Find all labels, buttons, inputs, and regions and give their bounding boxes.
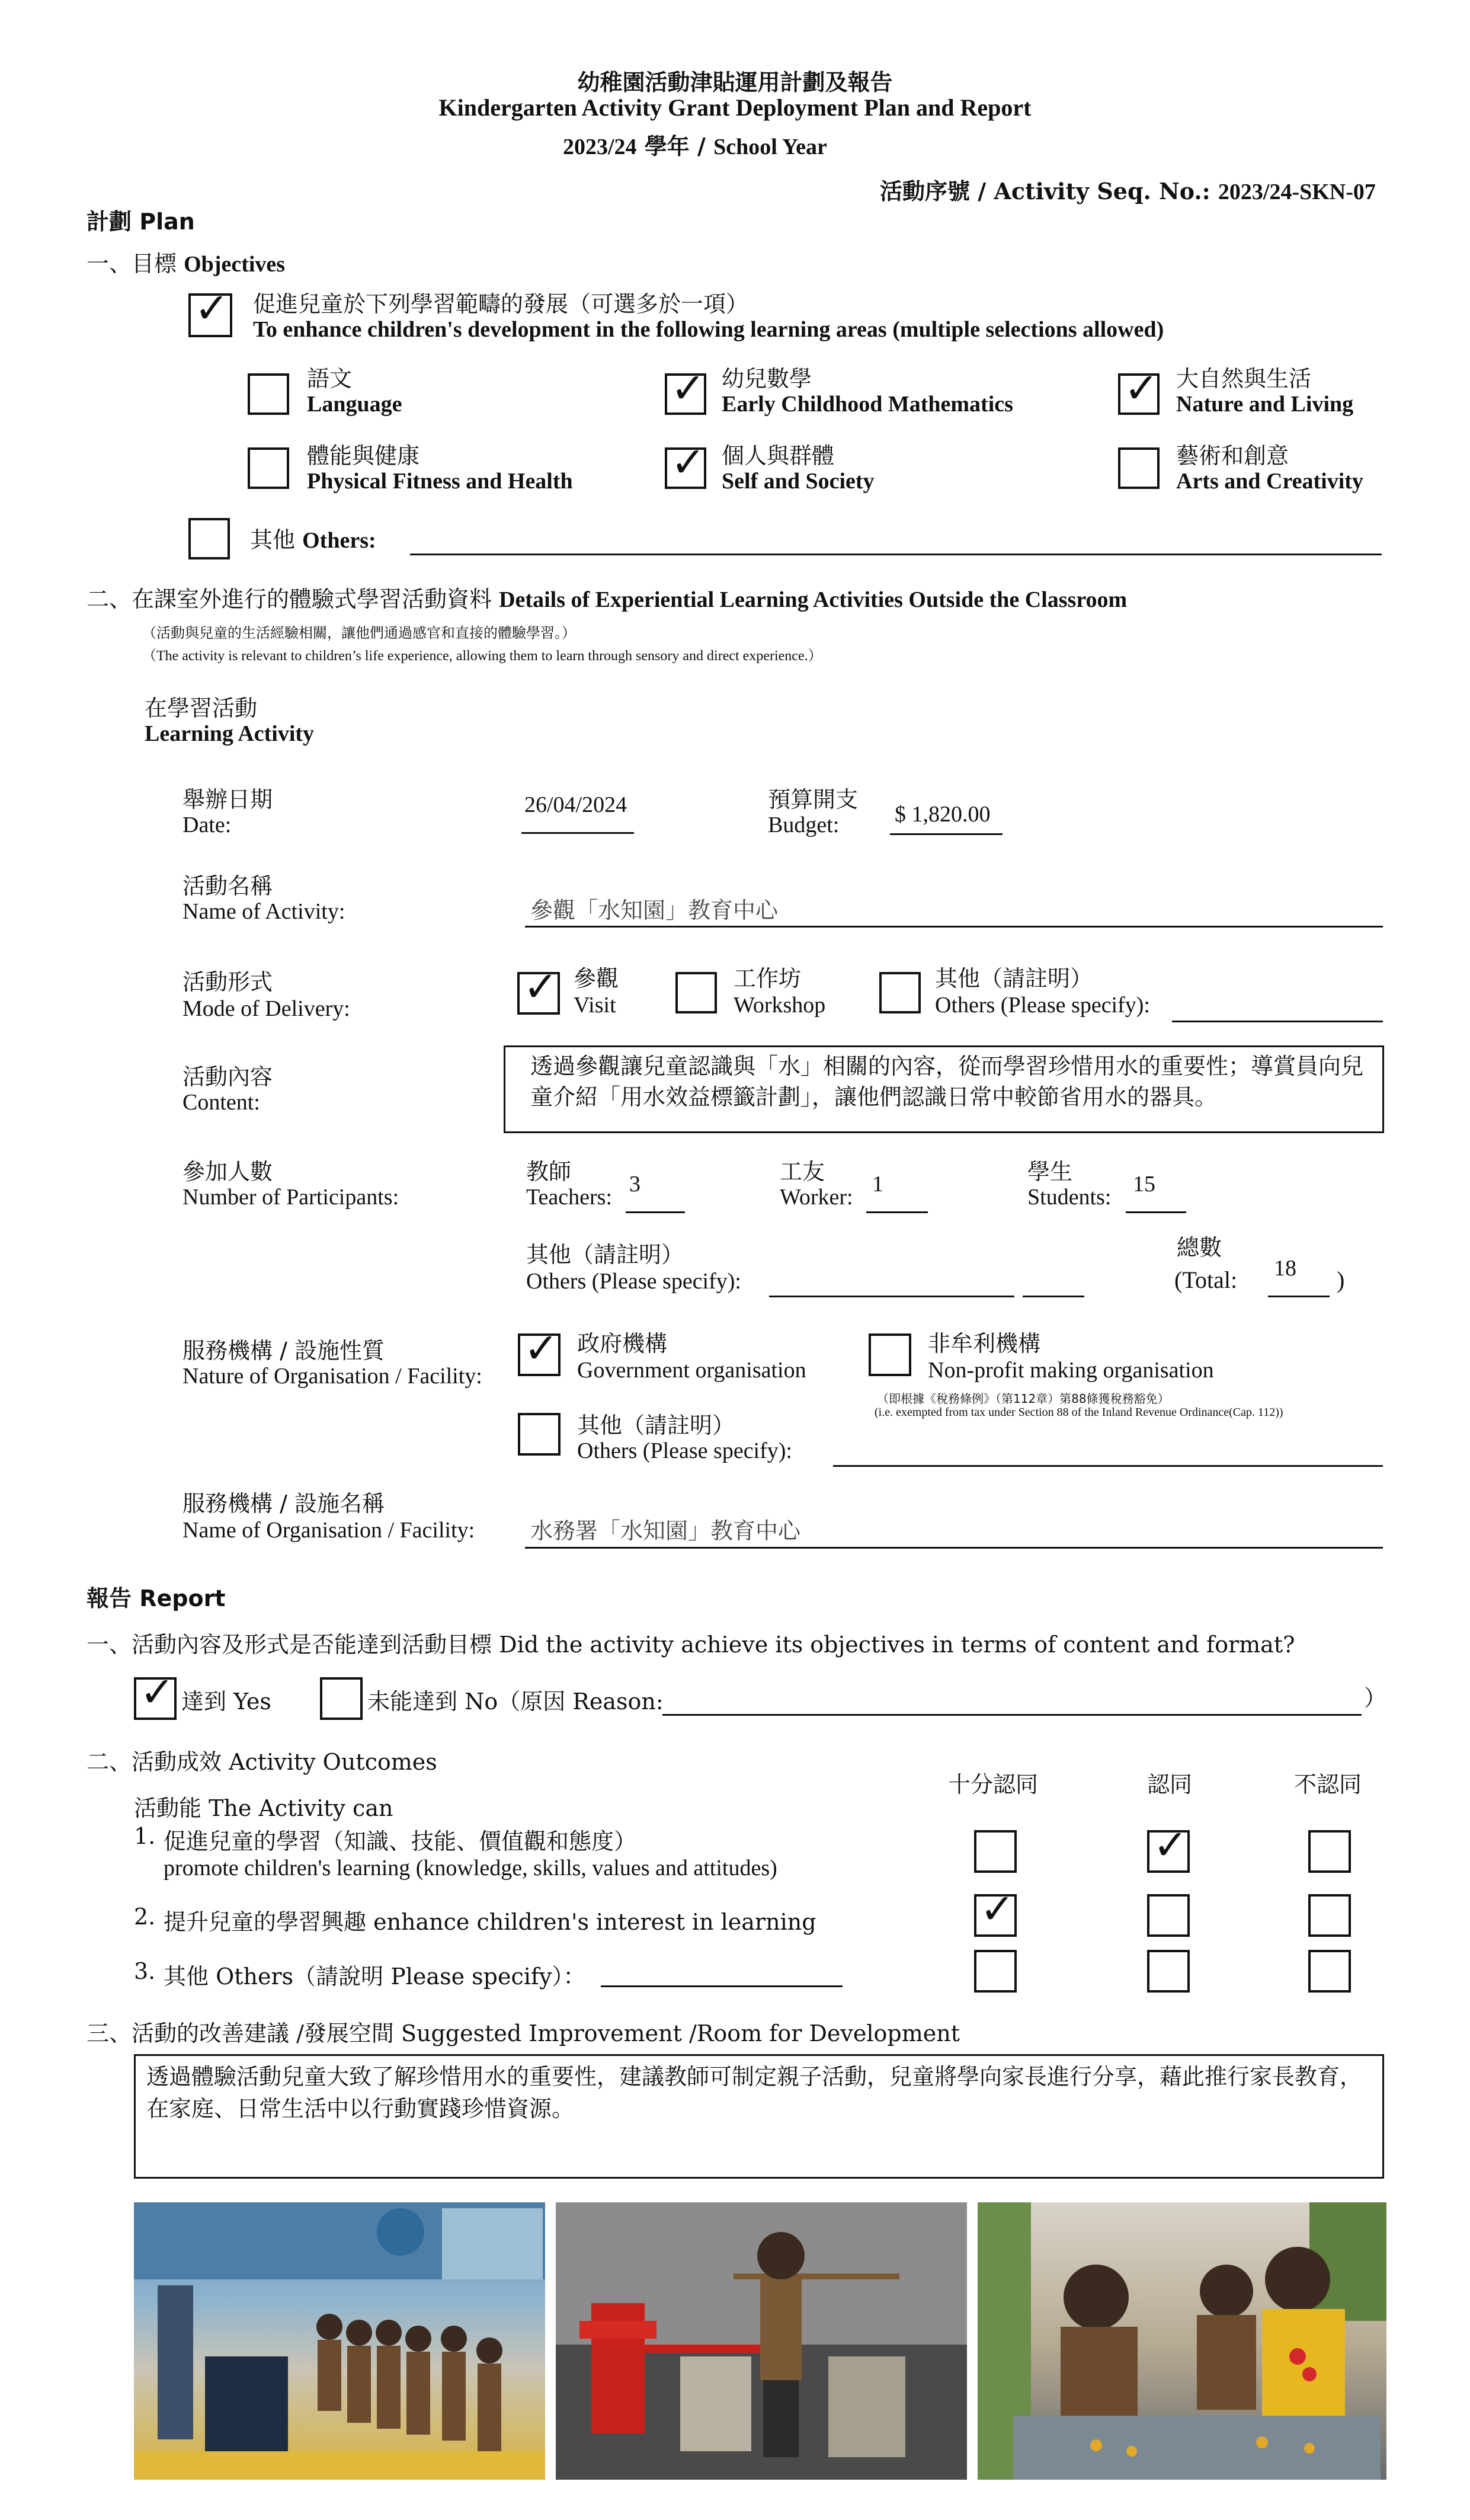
activity-name-en: Name of Activity: [182,899,345,924]
activity-seq [880,173,1376,206]
teachers-en: Teachers: [526,1185,613,1210]
mode-workshop-zh: 工作坊 [734,965,802,992]
mode-en: Mode of Delivery: [182,996,350,1021]
objectives-others-zh: 其他 [250,527,296,553]
area-physical-zh: 體能與健康 [307,443,420,469]
details-note-zh: （活動與兒童的生活經驗相關，讓他們通過感官和直接的體驗學習。） [142,625,576,641]
part-others-zh: 其他（請註明） [526,1242,684,1268]
row2-strongly-agree[interactable] [974,1885,1017,1937]
photo-museum-visit-illustration [134,2202,545,2480]
checkbox-math[interactable] [665,364,706,415]
gov-en: Government organisation [577,1358,806,1383]
title-zh: 幼稚園活動津貼運用計劃及報告 [577,69,893,95]
participants-zh: 參加人數 [182,1159,273,1185]
school-year-value: 2023/24 [563,135,637,159]
row1-strongly-agree[interactable] [974,1830,1017,1873]
row3-disagree[interactable] [1308,1950,1351,1993]
teachers-zh: 教師 [526,1159,572,1185]
details-heading-en: Details of Experiential Learning Activities Outside the Classroom [499,587,1128,612]
participants-en: Number of Participants: [182,1185,399,1210]
school-year [563,128,827,161]
row2-disagree[interactable] [1308,1894,1351,1937]
area-nature-en: Nature and Living [1176,392,1354,417]
tick-icon: ✓ [1153,1821,1188,1869]
tick-icon: ✓ [1124,364,1159,412]
activity-name-value[interactable]: 參觀「水知園」教育中心 [530,897,779,923]
area-self-en: Self and Society [722,469,875,494]
budget-zh: 預算開支 [768,786,859,813]
details-note-en: （The activity is relevant to children’s life experience, allowing them to learn through sensory and direct experience.） [142,648,822,664]
row2-num: 2. [134,1904,156,1930]
area-arts-zh: 藝術和創意 [1176,443,1289,469]
plan-heading: 計劃 Plan [87,209,195,235]
improve-text: 透過體驗活動兒童大致了解珍惜用水的重要性，建議教師可制定親子活動，兒童將學向家長進行分享，藉此推行家長教育，在家庭、日常生活中以行動實踐珍惜資源。 [146,2064,1363,2122]
area-language-en: Language [307,392,402,417]
checkbox-org-others[interactable] [518,1413,561,1456]
total-value[interactable]: 18 [1274,1256,1296,1281]
students-value[interactable]: 15 [1133,1172,1155,1197]
budget-en: Budget: [768,813,840,837]
mode-others-en: Others (Please specify): [935,993,1150,1018]
row1-disagree[interactable] [1308,1830,1351,1873]
area-nature-zh: 大自然與生活 [1176,366,1312,392]
budget-value[interactable]: $ 1,820.00 [895,802,991,827]
outcomes-intro: 活動能 The Activity can [134,1795,393,1821]
area-language-zh: 語文 [307,366,353,392]
checkbox-physical[interactable] [248,447,289,489]
row1-num: 1. [134,1823,156,1849]
teachers-value[interactable]: 3 [629,1172,640,1197]
worker-value[interactable]: 1 [872,1172,883,1197]
tick-icon: ✓ [194,284,229,332]
orgname-zh: 服務機構 / 設施名稱 [182,1491,385,1517]
worker-en: Worker: [780,1185,853,1210]
mode-visit-en: Visit [574,993,616,1018]
mode-others-line[interactable] [1172,1021,1383,1022]
content-box[interactable] [504,1045,1384,1133]
col-agree: 認同 [1147,1771,1193,1798]
mode-workshop-en: Workshop [734,993,826,1018]
org-others-en: Others (Please specify): [577,1438,792,1463]
checkbox-npo[interactable] [869,1333,911,1376]
objectives-heading-en: Objectives [184,252,286,277]
no-label: 未能達到 No（原因 Reason: [367,1688,664,1715]
total-zh: 總數 [1177,1235,1222,1261]
checkbox-no[interactable] [320,1677,363,1720]
seq-label: 活動序號 / Activity Seq. No.: [880,178,1210,204]
tick-icon: ✓ [980,1885,1015,1933]
total-line [1268,1296,1330,1297]
enhance-zh: 促進兒童於下列學習範疇的發展（可選多於一項） [253,291,749,317]
budget-line [890,833,1003,835]
photo-water-carrying [556,2202,967,2480]
checkbox-language[interactable] [248,373,289,415]
gov-zh: 政府機構 [577,1331,668,1357]
no-close: ） [1364,1685,1387,1711]
npo-note-zh: （即根據《稅務條例》（第112章）第88條獲稅務豁免） [877,1392,1170,1406]
photo-water-play-illustration [978,2202,1386,2480]
checkbox-arts[interactable] [1118,447,1160,489]
details-heading-zh: 二、在課室外進行的體驗式學習活動資料 [87,586,492,612]
checkbox-visit[interactable] [517,962,560,1015]
row2-agree[interactable] [1147,1894,1190,1937]
date-zh: 舉辦日期 [182,786,273,813]
col-strongly-agree: 十分認同 [948,1771,1039,1798]
date-value[interactable]: 26/04/2024 [524,792,627,817]
total-close: ) [1337,1267,1345,1293]
objectives-heading-zh: 一、目標 [87,251,177,277]
students-zh: 學生 [1027,1159,1073,1185]
area-self-zh: 個人與群體 [722,443,835,469]
seq-value: 2023/24-SKN-07 [1218,180,1376,204]
report-heading: 報告 Report [87,1585,226,1611]
outcomes-heading: 二、活動成效 Activity Outcomes [87,1749,437,1775]
org-others-zh: 其他（請註明） [577,1412,735,1438]
checkbox-workshop[interactable] [675,972,717,1013]
enhance-en: To enhance children's development in the following learning areas (multiple selections allowed) [253,317,1164,342]
objectives-others-en: Others: [302,528,376,553]
npo-note-en: (i.e. exempted from tax under Section 88 of the Inland Revenue Ordinance(Cap. 112)) [875,1406,1283,1419]
yes-label: 達到 Yes [181,1688,271,1715]
date-line [521,832,634,834]
objectives-others-line[interactable] [410,554,1382,555]
nature-en: Nature of Organisation / Facility: [182,1364,482,1389]
students-en: Students: [1027,1185,1112,1210]
worker-line [866,1211,928,1213]
npo-zh: 非牟利機構 [928,1331,1041,1357]
report-q1: 一、活動內容及形式是否能達到活動目標 Did the activity achieve its objectives in terms of content and format? [87,1632,1295,1658]
checkbox-enhance[interactable] [188,284,232,337]
row1-en: promote children's learning (knowledge, skills, values and attitudes) [164,1856,777,1881]
mode-others-zh: 其他（請註明） [935,965,1093,992]
area-math-en: Early Childhood Mathematics [722,392,1013,417]
row1-agree[interactable] [1147,1821,1190,1873]
nature-zh: 服務機構 / 設施性質 [182,1338,385,1364]
students-line [1126,1211,1186,1213]
part-others-en: Others (Please specify): [526,1269,741,1294]
activity-name-zh: 活動名稱 [182,873,273,899]
col-disagree: 不認同 [1294,1771,1362,1798]
checkbox-objectives-others[interactable] [188,518,230,559]
photo-water-play [978,2202,1386,2480]
activity-name-line [525,926,1383,928]
worker-zh: 工友 [780,1159,825,1185]
area-physical-en: Physical Fitness and Health [307,469,573,494]
part-others-count-line[interactable] [1023,1296,1084,1297]
row2-text: 提升兒童的學習興趣 enhance children's interest in learning [164,1909,816,1935]
total-en: (Total: [1174,1267,1238,1293]
title-en: Kindergarten Activity Grant Deployment Plan and Report [438,94,1032,121]
tick-icon: ✓ [671,438,706,487]
row3-specify-line[interactable] [601,1985,843,1987]
checkbox-yes[interactable] [134,1668,177,1720]
tick-icon: ✓ [523,962,558,1011]
checkbox-government[interactable] [518,1324,561,1376]
photo-water-carrying-illustration [556,2202,967,2480]
photo-museum-visit [134,2202,545,2480]
no-reason-line[interactable] [662,1714,1362,1716]
area-math-zh: 幼兒數學 [722,366,812,392]
content-value: 透過參觀讓兒童認識與「水」相關的內容，從而學習珍惜用水的重要性；導賞員向兒童介紹「用水效益標籤計劃」，讓他們認識日常中較節省用水的器具。 [530,1053,1364,1110]
tick-icon: ✓ [140,1668,175,1716]
orgname-en: Name of Organisation / Facility: [182,1518,475,1543]
school-year-zh: 學年 / [644,133,706,159]
org-others-line[interactable] [833,1465,1383,1467]
tick-icon: ✓ [524,1324,559,1373]
mode-visit-zh: 參觀 [574,965,619,992]
improve-box[interactable] [134,2054,1384,2179]
checkbox-mode-others[interactable] [879,972,921,1013]
date-en: Date: [182,813,232,837]
row1-zh: 促進兒童的學習（知識、技能、價值觀和態度） [164,1828,637,1854]
checkbox-nature[interactable] [1118,364,1160,415]
npo-en: Non-profit making organisation [928,1358,1214,1383]
row3-agree[interactable] [1147,1950,1190,1993]
details-heading [87,581,1127,613]
objectives-heading [87,245,285,278]
mode-zh: 活動形式 [182,969,273,995]
orgname-line [525,1547,1383,1549]
row3-text: 其他 Others（請說明 Please specify）： [164,1963,586,1990]
area-arts-en: Arts and Creativity [1176,469,1363,494]
content-en: Content: [182,1090,260,1115]
row3-strongly-agree[interactable] [974,1950,1017,1993]
learning-activity-zh: 在學習活動 [145,695,258,721]
teachers-line [626,1211,685,1213]
content-zh: 活動內容 [182,1064,273,1090]
orgname-value[interactable]: 水務署「水知園」教育中心 [530,1518,801,1544]
school-year-en: School Year [713,135,827,159]
checkbox-self-society[interactable] [665,438,706,489]
objectives-others-label [250,522,376,554]
learning-activity-en: Learning Activity [145,721,315,746]
part-others-line[interactable] [769,1296,1014,1297]
improve-heading: 三、活動的改善建議 /發展空間 Suggested Improvement /Room for Development [87,2020,960,2046]
tick-icon: ✓ [671,364,706,412]
row3-num: 3. [134,1958,156,1984]
